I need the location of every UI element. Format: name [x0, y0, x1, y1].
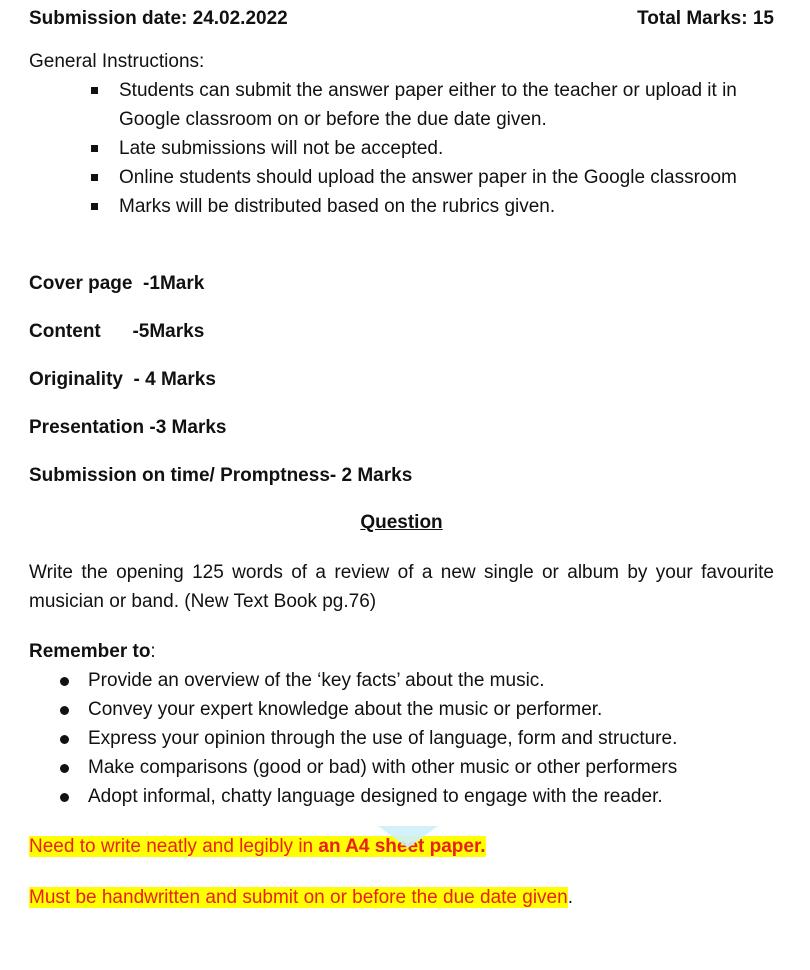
rubric-value: -5Marks [132, 321, 205, 342]
submission-date: Submission date: 24.02.2022 [29, 8, 288, 29]
remember-item: Express your opinion through the use of language, form and structure. [58, 724, 774, 753]
note-bold: an A4 sheet paper. [318, 836, 486, 857]
note-text: Need to write neatly and legibly in [29, 836, 319, 857]
remember-item: Adopt informal, chatty language designed to engage with the reader. [58, 782, 774, 811]
remember-item: Make comparisons (good or bad) with other music or other performers [58, 753, 774, 782]
note-trail: . [567, 887, 573, 908]
rubric-value: - 2 Marks [329, 465, 413, 486]
rubric-label: Content [29, 321, 101, 342]
rubric-cover-page [29, 269, 774, 298]
rubric-label: Cover page [29, 273, 133, 294]
rubric-sep [101, 321, 133, 342]
rubric-value: -3 Marks [149, 417, 227, 438]
remember-item: Provide an overview of the ‘key facts’ about the music. [58, 666, 774, 695]
rubric-originality [29, 365, 774, 394]
rubric-content [29, 317, 774, 346]
document-page [29, 4, 774, 912]
note-highlight: Must be handwritten and submit on or before the due date given [29, 887, 568, 908]
instructions-list [29, 76, 774, 221]
rubric-label: Submission on time/ Promptness [29, 465, 330, 486]
remember-item: Convey your expert knowledge about the music or performer. [58, 695, 774, 724]
instruction-item: Online students should upload the answer paper in the Google classroom [89, 163, 774, 192]
remember-label-text: Remember to [29, 641, 151, 662]
rubric-sep [132, 273, 143, 294]
instruction-item: Marks will be distributed based on the rubrics given. [89, 192, 774, 221]
remember-colon: : [150, 641, 156, 662]
note-handwritten [29, 883, 774, 912]
rubric-list [29, 269, 774, 490]
header-row [29, 4, 774, 33]
question-text: Write the opening 125 words of a review of a new single or album by your favourite musician or band. (New Text Book pg.76) [29, 562, 774, 612]
rubric-value: - 4 Marks [133, 369, 216, 390]
instructions-title: General Instructions: [29, 51, 205, 72]
rubric-sep [123, 369, 134, 390]
rubric-value: -1Mark [143, 273, 205, 294]
instruction-item: Students can submit the answer paper either to the teacher or upload it in Google classroom on or before the due date given. [89, 76, 774, 134]
rubric-submission [29, 461, 774, 490]
rubric-presentation [29, 413, 774, 442]
rubric-label: Originality [29, 369, 123, 390]
total-marks: Total Marks: 15 [637, 8, 774, 29]
remember-list [29, 666, 774, 811]
rubric-label: Presentation [29, 417, 145, 438]
question-heading: Question [360, 512, 443, 533]
instruction-item: Late submissions will not be accepted. [89, 134, 774, 163]
remember-label [29, 637, 774, 666]
watermark-arrow [378, 826, 438, 848]
